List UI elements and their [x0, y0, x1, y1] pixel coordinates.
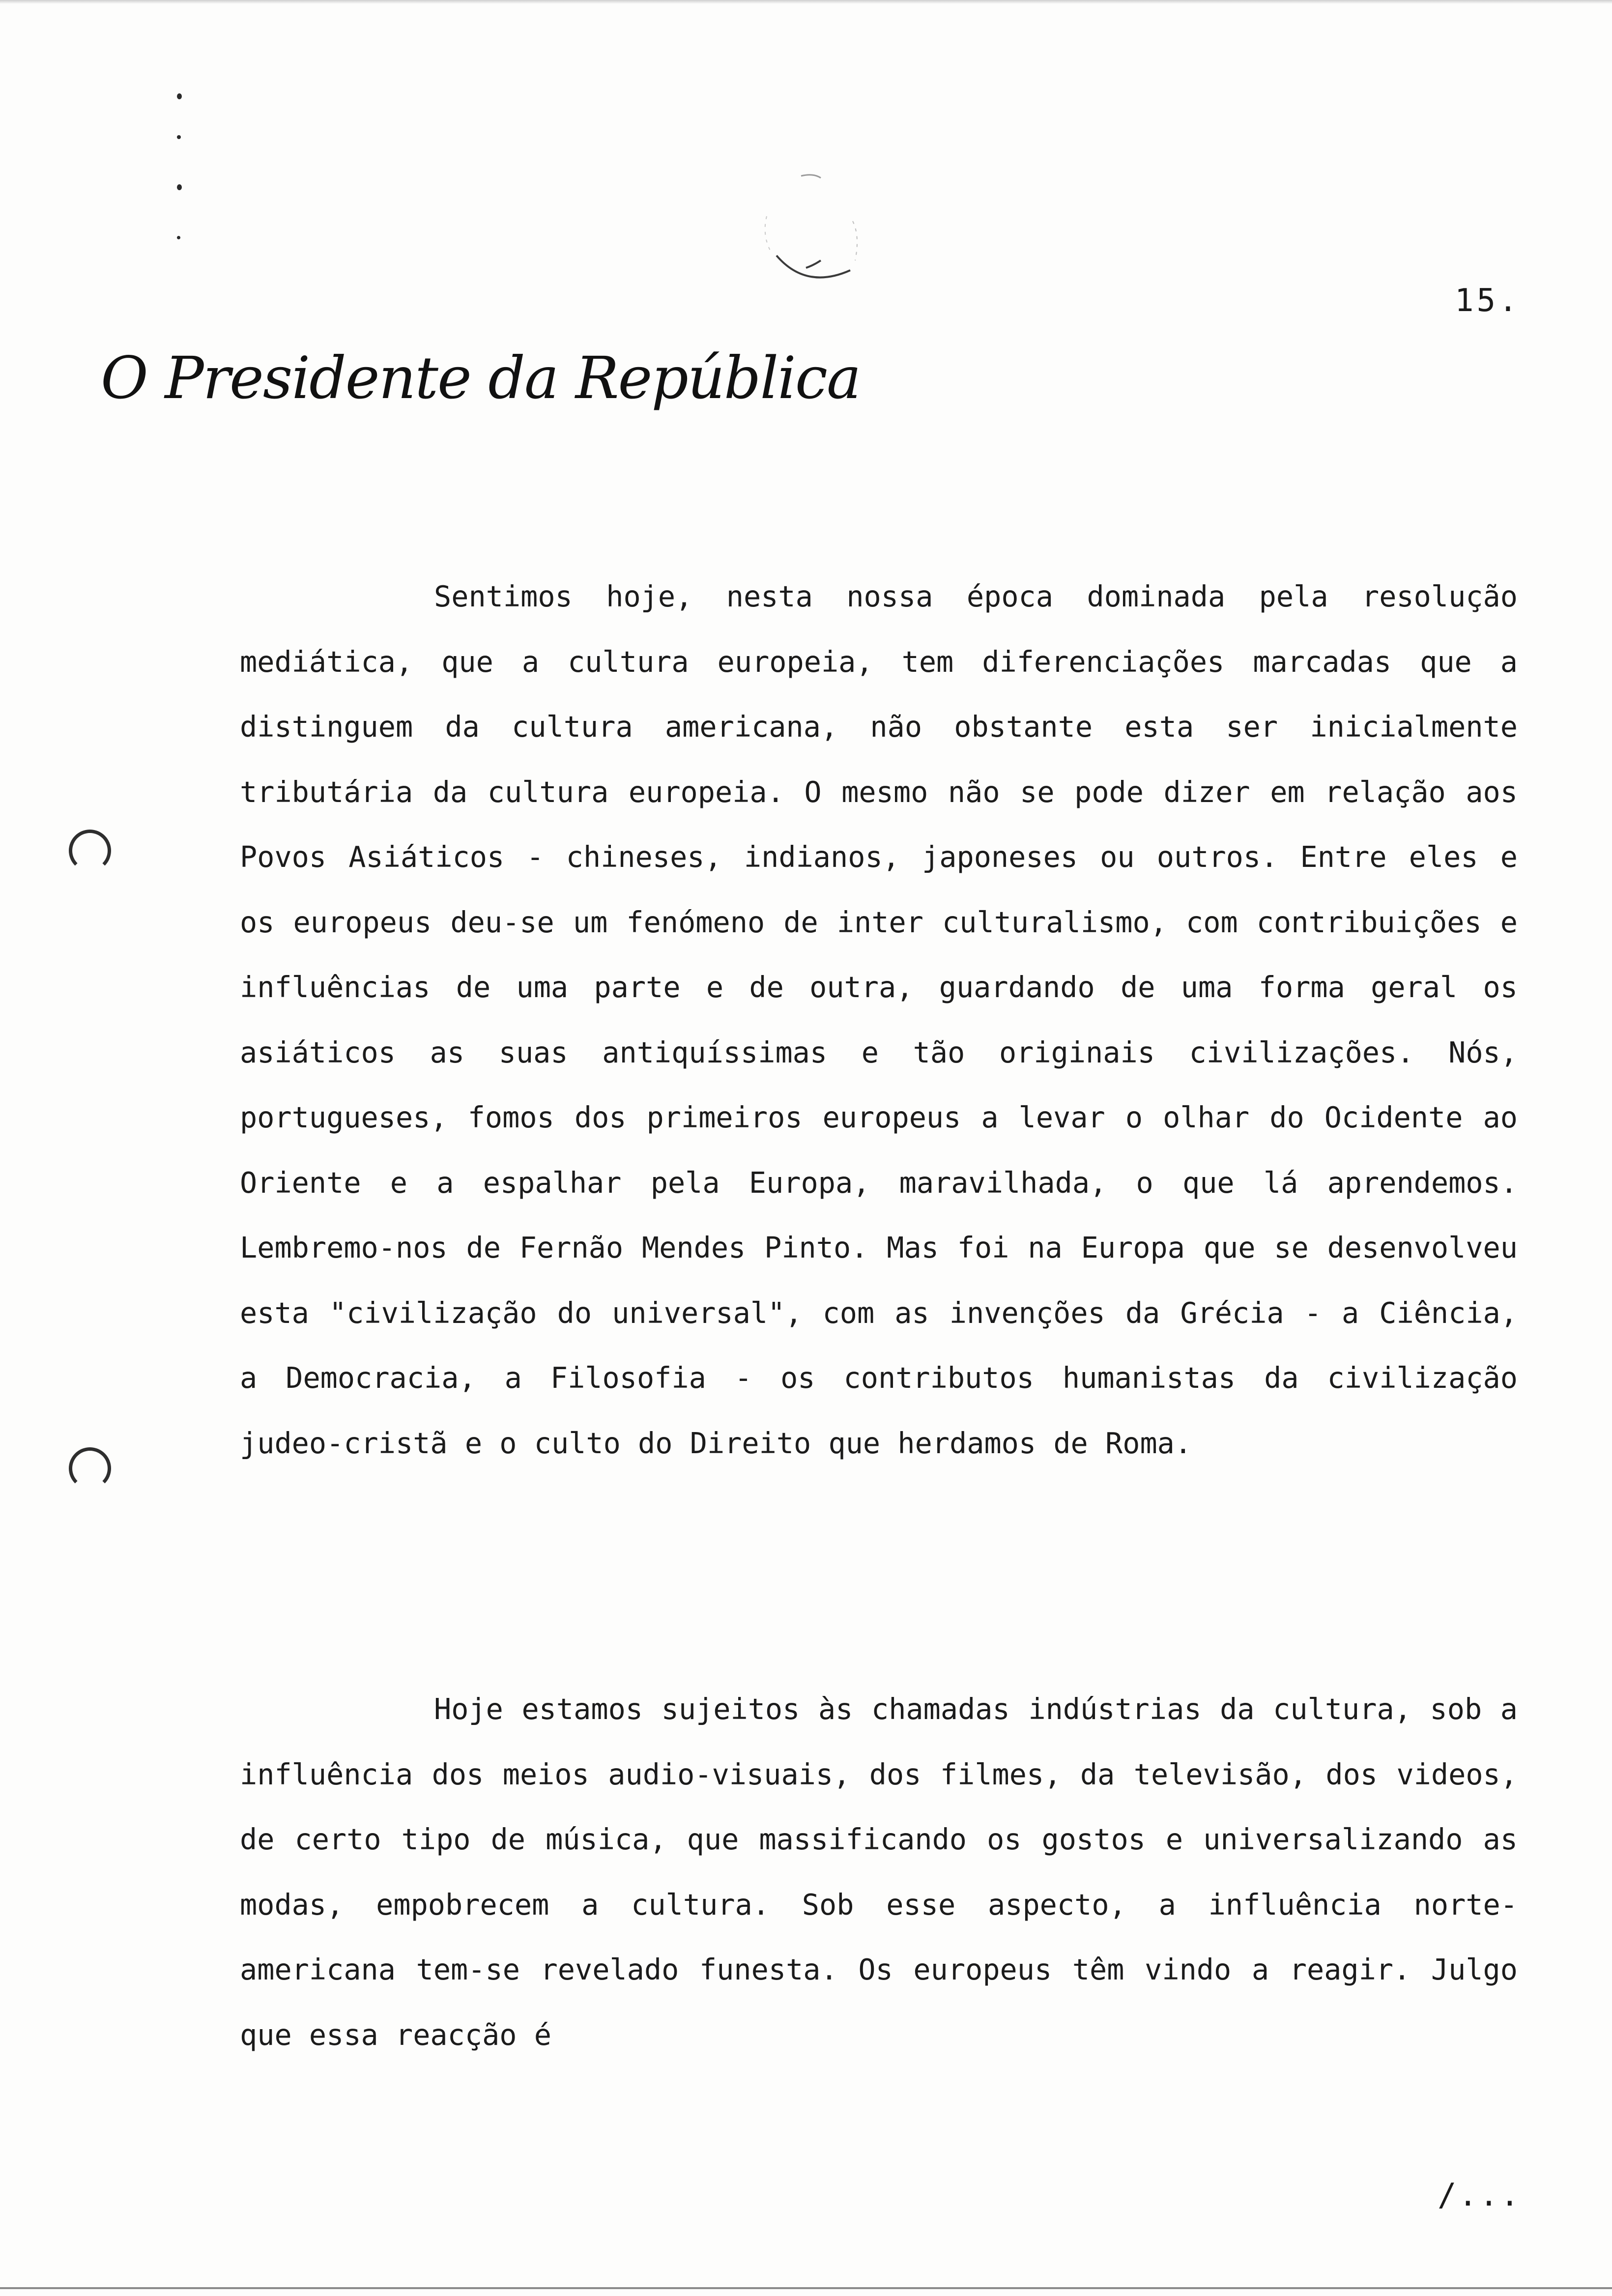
letterhead	[101, 344, 861, 442]
page-number: 15.	[1455, 283, 1521, 319]
binder-marks	[177, 93, 187, 251]
punch-hole-lower	[69, 1447, 111, 1490]
paragraph-1	[240, 564, 1518, 1476]
paragraph-2	[240, 1677, 1518, 2067]
letterhead-text: O Presidente da República	[101, 344, 861, 412]
punch-hole-upper	[69, 830, 111, 872]
scan-top-edge	[0, 0, 1612, 4]
continuation-mark: /...	[1438, 2177, 1522, 2213]
paragraph-2-text: Hoje estamos sujeitos às chamadas indústrias da cultura, sob a influência dos meios audio-visuais, dos filmes, da televisão, dos videos, de certo tipo de música, que massificando os gostos e universalizando as modas, empobrecem a cultura. Sob esse aspecto, a influência norte-americana tem-se revelado funesta. Os europeus têm vindo a reagir. Julgo que essa reacção é	[240, 1693, 1518, 2052]
paragraph-1-text: Sentimos hoje, nesta nossa época dominada pela resolução mediática, que a cultura europeia, tem diferenciações marcadas que a distinguem da cultura americana, não obstante esta ser inicialmente tributária da cultura europeia. O mesmo não se pode dizer em relação aos Povos Asiáticos - chineses, indianos, japoneses ou outros. Entre eles e os europeus deu-se um fenómeno de inter culturalismo, com contribuições e influências de uma parte e de outra, guardando de uma forma geral os asiáticos as suas antiquíssimas e tão originais civilizações. Nós, portugueses, fomos dos primeiros europeus a levar o olhar do Ocidente ao Oriente e a espalhar pela Europa, maravilhada, o que lá aprendemos. Lembremo-nos de Fernão Mendes Pinto. Mas foi na Europa que se desenvolveu esta "civilização do universal", com as invenções da Grécia - a Ciência, a Democracia, a Filosofia - os contributos humanistas da civilização judeo-cristã e o culto do Direito que herdamos de Roma.	[240, 580, 1518, 1460]
faint-stamp-mark	[747, 162, 885, 310]
scan-bottom-edge	[0, 2287, 1612, 2289]
